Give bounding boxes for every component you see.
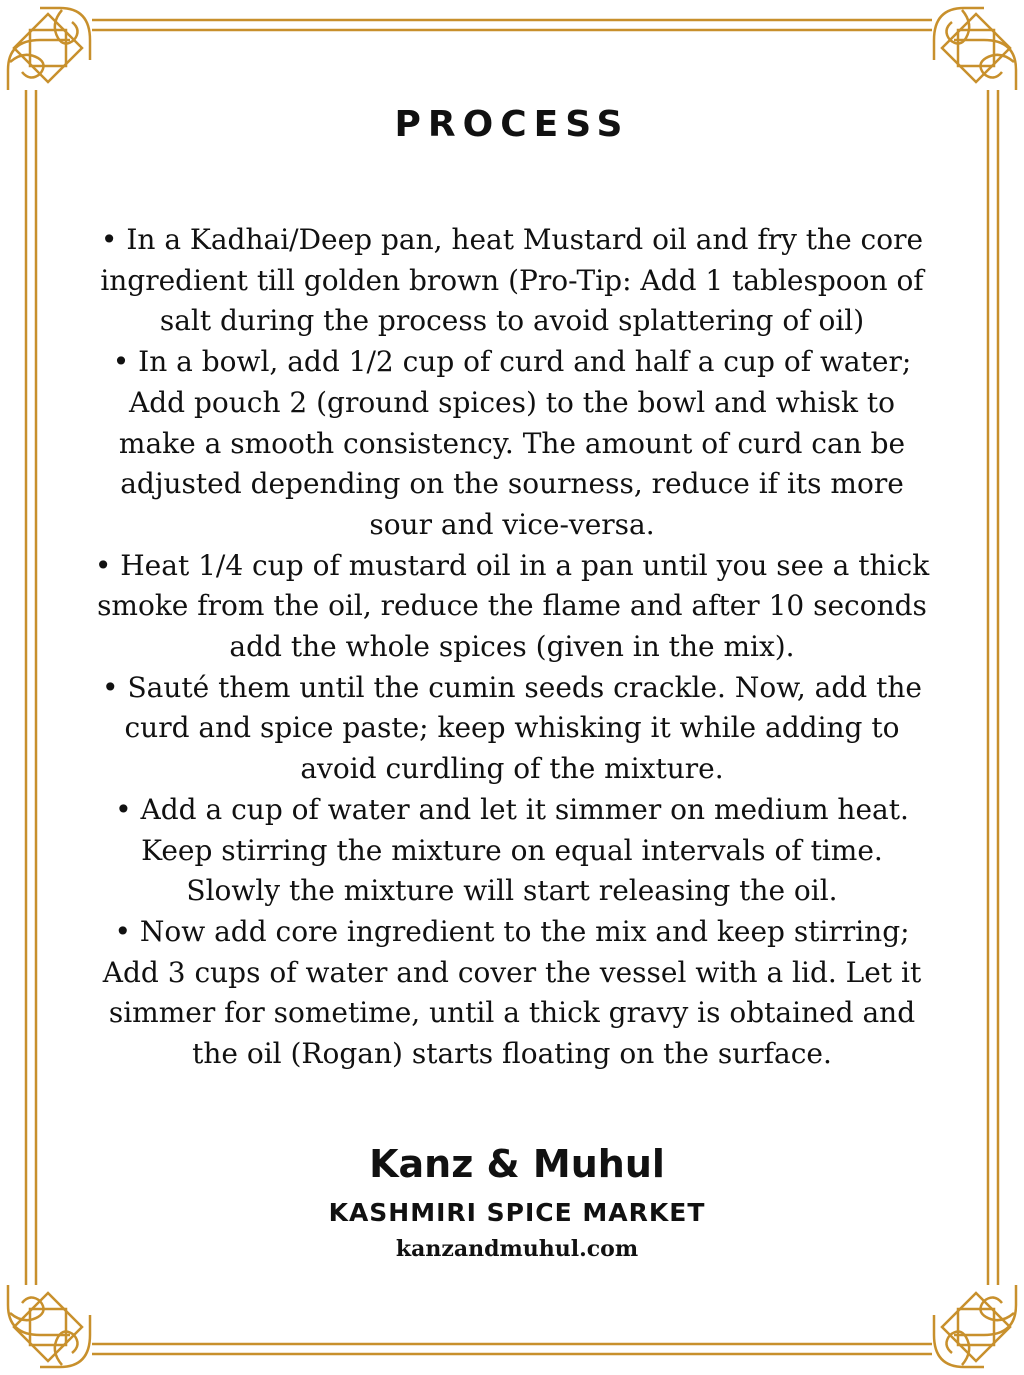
corner-ornament-top-right-icon — [934, 8, 1016, 90]
corner-ornament-bottom-right-icon — [934, 1285, 1016, 1367]
website-link[interactable]: kanzandmuhul.com — [395, 1236, 639, 1262]
corner-ornament-bottom-left-icon — [8, 1285, 90, 1367]
process-steps — [92, 220, 932, 1075]
process-step: • Add a cup of water and let it simmer on medium heat. Keep stirring the mixture on equal intervals of time. Slowly the mixture will start releasing the oil. — [115, 792, 909, 908]
process-step: • Sauté them until the cumin seeds crackle. Now, add the curd and spice paste; keep whisking it while adding to avoid curdling of the mixture. — [102, 670, 922, 786]
brand-name: Kanz & Muhul — [369, 1142, 665, 1186]
process-step: • Now add core ingredient to the mix and keep stirring; Add 3 cups of water and cover the vessel with a lid. Let it simmer for sometime, until a thick gravy is obtained and the oil (Rogan) starts floating on the surface. — [102, 914, 922, 1071]
corner-ornament-top-left-icon — [8, 8, 90, 90]
process-step: • Heat 1/4 cup of mustard oil in a pan until you see a thick smoke from the oil, reduce the flame and after 10 seconds add the whole spices (given in the mix). — [94, 548, 930, 664]
page-title: PROCESS — [394, 104, 630, 145]
process-step: • In a bowl, add 1/2 cup of curd and half a cup of water; Add pouch 2 (ground spices) to the bowl and whisk to make a smooth consistency. The amount of curd can be adjusted depending on the sourness, reduce if its more sour and vice-versa. — [112, 345, 912, 541]
process-step: • In a Kadhai/Deep pan, heat Mustard oil and fry the core ingredient till golden brown (Pro-Tip: Add 1 tablespoon of salt during the process to avoid splattering of oil) — [100, 223, 924, 338]
brand-tagline: KASHMIRI SPICE MARKET — [328, 1198, 706, 1227]
